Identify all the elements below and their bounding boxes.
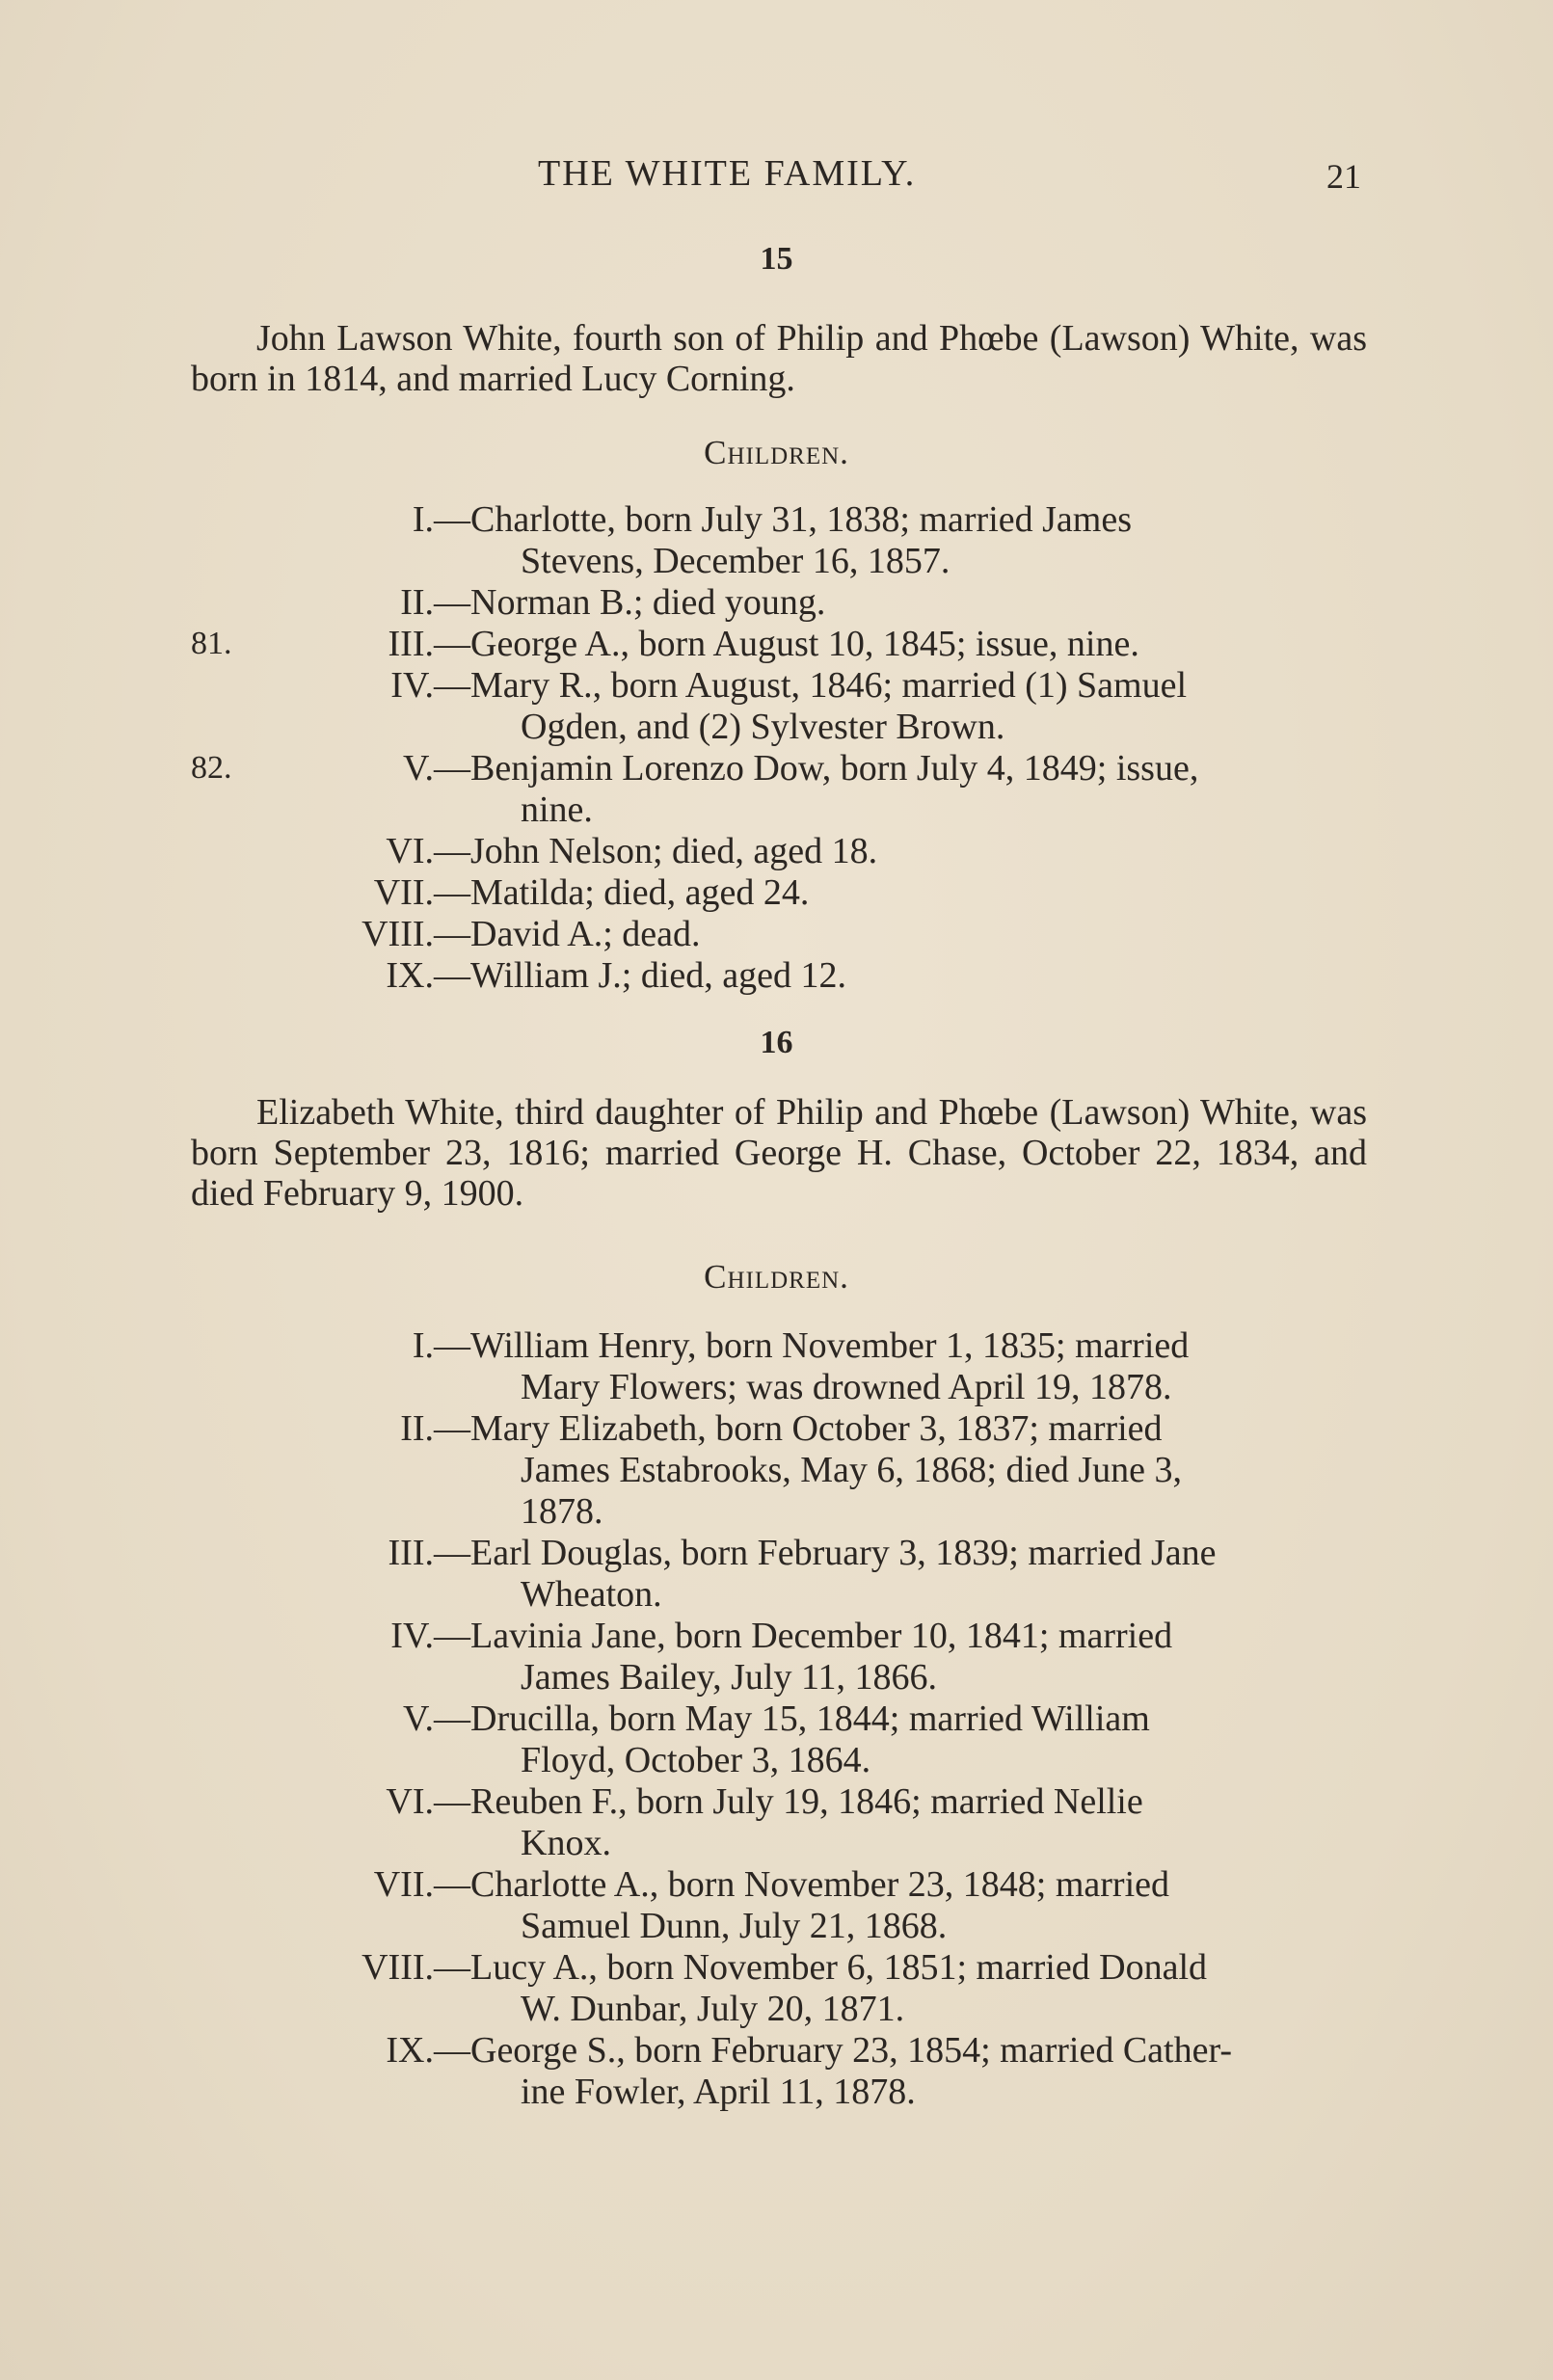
child-text-continuation: James Bailey, July 11, 1866. <box>521 1657 938 1698</box>
child-numeral: VIII. <box>361 1947 434 1988</box>
child-text: —Reuben F., born July 19, 1846; married Nellie <box>434 1781 1143 1822</box>
child-text: —Mary Elizabeth, born October 3, 1837; married <box>434 1408 1163 1449</box>
child-text-continuation: Samuel Dunn, July 21, 1868. <box>521 1906 948 1946</box>
child-numeral: IX. <box>386 955 434 996</box>
child-numeral: II. <box>400 1408 434 1449</box>
child-text-continuation: Mary Flowers; was drowned April 19, 1878. <box>521 1367 1172 1407</box>
child-text-continuation: Ogden, and (2) Sylvester Brown. <box>521 707 1005 747</box>
child-numeral: VI. <box>386 1781 434 1822</box>
child-numeral: VII. <box>373 1864 434 1905</box>
children-heading: Children. <box>704 434 849 471</box>
child-text: —Charlotte, born July 31, 1838; married James <box>434 499 1132 540</box>
child-text-continuation: nine. <box>521 789 593 830</box>
running-head: THE WHITE FAMILY. <box>538 153 917 194</box>
child-numeral: III. <box>388 1533 434 1573</box>
child-numeral: IV. <box>390 665 434 706</box>
margin-reference: 81. <box>191 626 232 661</box>
child-text: —John Nelson; died, aged 18. <box>434 831 878 871</box>
child-text-continuation: Wheaton. <box>521 1574 662 1615</box>
child-text: —Earl Douglas, born February 3, 1839; married Jane <box>434 1533 1217 1573</box>
child-text: —David A.; dead. <box>434 914 701 954</box>
child-numeral: IV. <box>390 1616 434 1656</box>
child-numeral: I. <box>412 1325 434 1366</box>
child-numeral: IX. <box>386 2030 434 2071</box>
child-text-continuation: Floyd, October 3, 1864. <box>521 1740 871 1780</box>
child-numeral: V. <box>402 1698 434 1739</box>
child-text: —William Henry, born November 1, 1835; married <box>434 1325 1190 1366</box>
child-numeral: VIII. <box>361 914 434 954</box>
child-numeral: I. <box>412 499 434 540</box>
child-text-continuation: James Estabrooks, May 6, 1868; died June 3, <box>521 1450 1183 1490</box>
child-text: —Lavinia Jane, born December 10, 1841; married <box>434 1616 1173 1656</box>
child-text: —Mary R., born August, 1846; married (1) Samuel <box>434 665 1188 706</box>
child-text-continuation: Stevens, December 16, 1857. <box>521 541 951 581</box>
margin-reference: 82. <box>191 750 232 786</box>
child-numeral: V. <box>402 748 434 789</box>
child-text: —Lucy A., born November 6, 1851; married Donald <box>434 1947 1208 1988</box>
child-text: —Benjamin Lorenzo Dow, born July 4, 1849; issue, <box>434 748 1199 789</box>
child-text: —Drucilla, born May 15, 1844; married William <box>434 1698 1150 1739</box>
child-text: —George S., born February 23, 1854; married Cather- <box>434 2030 1233 2071</box>
child-numeral: VII. <box>373 872 434 913</box>
child-numeral: II. <box>400 582 434 623</box>
child-text: —Charlotte A., born November 23, 1848; married <box>434 1864 1170 1905</box>
child-text-continuation: Knox. <box>521 1823 611 1863</box>
child-numeral: VI. <box>386 831 434 871</box>
child-text-continuation: ine Fowler, April 11, 1878. <box>521 2072 916 2112</box>
children-heading: Children. <box>704 1258 849 1296</box>
section-paragraph: John Lawson White, fourth son of Philip and Phœbe (Lawson) White, was born in 1814, and married Lucy Corning. <box>191 318 1367 399</box>
child-text-continuation: 1878. <box>521 1491 603 1532</box>
child-numeral: III. <box>388 624 434 664</box>
section-number: 15 <box>760 241 793 277</box>
section-number: 16 <box>760 1025 793 1060</box>
page-number: 21 <box>1326 157 1361 196</box>
child-text: —George A., born August 10, 1845; issue, nine. <box>434 624 1139 664</box>
child-text-continuation: W. Dunbar, July 20, 1871. <box>521 1989 905 2029</box>
child-text: —William J.; died, aged 12. <box>434 955 847 996</box>
section-paragraph: Elizabeth White, third daughter of Philip and Phœbe (Lawson) White, was born September 23, 1816; married George H. Chase, October 22, 1834, and died February 9, 1900. <box>191 1092 1367 1214</box>
child-text: —Norman B.; died young. <box>434 582 826 623</box>
child-text: —Matilda; died, aged 24. <box>434 872 810 913</box>
